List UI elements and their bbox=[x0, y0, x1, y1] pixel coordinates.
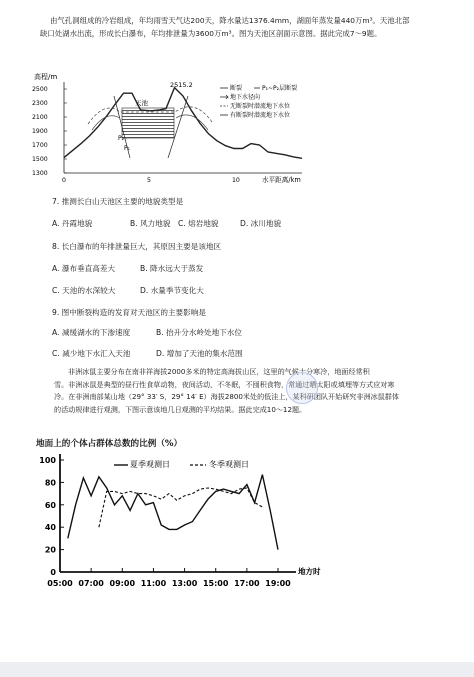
profile-x-label: 水平距离/km bbox=[262, 176, 301, 184]
q9-option-d: D. 增加了天池的集水范围 bbox=[156, 349, 243, 358]
legend-no-fault-table: 无断裂时潜流地下水位 bbox=[230, 103, 291, 110]
lake-water bbox=[122, 108, 174, 138]
ratio-x-tick-label: 11:00 bbox=[140, 579, 167, 588]
profile-x-ticks bbox=[62, 177, 240, 184]
legend-groundwater-flow: 地下水径向 bbox=[230, 94, 261, 101]
q9-option-b: B. 抬升分水岭处地下水位 bbox=[156, 328, 242, 337]
profile-x-tick-label: 5 bbox=[147, 177, 151, 184]
q7-option-a: A. 丹霞地貌 bbox=[52, 219, 93, 228]
profile-chart bbox=[30, 70, 320, 188]
q7-option-c: C. 熔岩地貌 bbox=[178, 219, 219, 228]
profile-terrain-line bbox=[64, 88, 302, 159]
ratio-x-tick-label: 05:00 bbox=[47, 579, 73, 588]
reading-line-1: 非洲冰鼠主要分布在南非祥海拔2000多米的特定高海拔山区，这里的气候十分寒冷，地面经常积 bbox=[68, 367, 370, 376]
ratio-x-tick-label: 17:00 bbox=[234, 579, 260, 588]
intro-line-2: 缺口处湖水出流，形成长白瀑布，年均排泄量为3600万m³。图为天池区剖面示意图。据此完成7～9题。 bbox=[40, 29, 382, 38]
reading-paragraph bbox=[54, 366, 454, 416]
profile-y-tick-label: 1500 bbox=[32, 156, 48, 163]
ratio-chart bbox=[30, 452, 360, 592]
profile-y-ticks bbox=[32, 86, 67, 177]
intro-paragraph bbox=[40, 14, 450, 40]
profile-x-tick-label: 0 bbox=[62, 177, 66, 184]
p1-label: P₁ bbox=[124, 145, 131, 152]
ratio-x-tick-label: 07:00 bbox=[78, 579, 104, 588]
q7-option-d: D. 冰川地貌 bbox=[240, 219, 282, 228]
profile-y-tick-label: 1300 bbox=[32, 170, 48, 177]
lake-label: 天池 bbox=[135, 99, 148, 107]
ratio-x-tick-label: 13:00 bbox=[171, 579, 198, 588]
question-9: 9. 图中断裂构造的发育对天池区的主要影响是 bbox=[52, 308, 206, 317]
reading-line-3: 冷。在非洲南部某山地（29° 33′ S，29° 14′ E）海拔2800米处的低洼上，某科研团队开始研究非洲冰鼠群体 bbox=[54, 392, 399, 401]
ratio-x-label: 地方时 bbox=[298, 567, 321, 576]
viewer-bottom-strip bbox=[0, 662, 474, 677]
ratio-x-tick-label: 09:00 bbox=[109, 579, 136, 588]
profile-y-tick-label: 1900 bbox=[32, 128, 48, 135]
ratio-y-tick-label: 100 bbox=[39, 456, 56, 465]
ratio-y-tick-label: 40 bbox=[44, 523, 56, 533]
p2-label: P₂ bbox=[118, 135, 125, 142]
question-8: 8. 长白瀑布的年排泄量巨大，其原因主要是该地区 bbox=[52, 242, 222, 251]
q8-option-b: B. 降水远大于蒸发 bbox=[140, 264, 204, 273]
legend-fault: 断裂 bbox=[230, 85, 243, 92]
profile-y-tick-label: 1700 bbox=[32, 142, 48, 149]
ratio-legend bbox=[114, 459, 249, 469]
q9-option-a: A. 减缓湖水的下渗速度 bbox=[52, 328, 131, 337]
legend-fault-table: 有断裂时潜流地下水位 bbox=[230, 112, 291, 119]
q9-option-c: C. 减少地下水汇入天池 bbox=[52, 349, 131, 358]
reading-line-4: 的活动规律进行观测，下图示意该地几日观测的平均结果。据此完成10～12题。 bbox=[54, 404, 307, 414]
profile-y-label: 高程/m bbox=[34, 73, 58, 81]
profile-y-tick-label: 2300 bbox=[32, 100, 48, 107]
cursor-highlight bbox=[286, 372, 318, 404]
legend-summer: 夏季观测日 bbox=[130, 460, 170, 469]
profile-x-tick-label: 10 bbox=[232, 177, 240, 184]
q8-option-a: A. 瀑布垂直高差大 bbox=[52, 264, 116, 273]
ratio-chart-title: 地面上的个体占群体总数的比例（%） bbox=[36, 439, 183, 449]
ratio-x-tick-label: 15:00 bbox=[202, 579, 229, 588]
reading-line-2: 雪。非洲冰鼠是典型的昼行性食草动物，夜间活动，不冬眠，不囤积食物，常通过晒太阳或填埋等方式应对寒 bbox=[54, 379, 395, 389]
ratio-y-tick-label: 80 bbox=[44, 478, 56, 488]
q8-option-c: C. 天池的水深较大 bbox=[52, 286, 116, 295]
ratio-y-tick-label: 60 bbox=[44, 500, 56, 510]
ratio-y-tick-label: 20 bbox=[44, 545, 56, 555]
intro-line-1: 由气孔洞组成的冷岩组成，年均雨雪天气达200天，降水量达1376.4mm，湖面年蒸发量440万m³。天池北部 bbox=[50, 16, 410, 25]
profile-y-tick-label: 2500 bbox=[32, 86, 48, 93]
peak-label: 2515.2 bbox=[170, 81, 193, 89]
profile-legend bbox=[220, 84, 297, 119]
ratio-x-tick-label: 19:00 bbox=[265, 579, 291, 588]
ratio-y-tick-label: 0 bbox=[50, 568, 56, 577]
legend-winter: 冬季观测日 bbox=[209, 460, 249, 469]
q7-option-b: B. 风力地貌 bbox=[130, 219, 171, 228]
question-7: 7. 推测长白山天池区主要的地貌类型是 bbox=[52, 197, 184, 206]
ratio-x-ticks bbox=[47, 568, 291, 588]
profile-y-tick-label: 2100 bbox=[32, 114, 48, 121]
q8-option-d: D. 水量季节变化大 bbox=[140, 286, 204, 295]
summer-series-line bbox=[68, 475, 278, 550]
legend-p-layer: P₁~P₂层断裂 bbox=[262, 85, 298, 92]
